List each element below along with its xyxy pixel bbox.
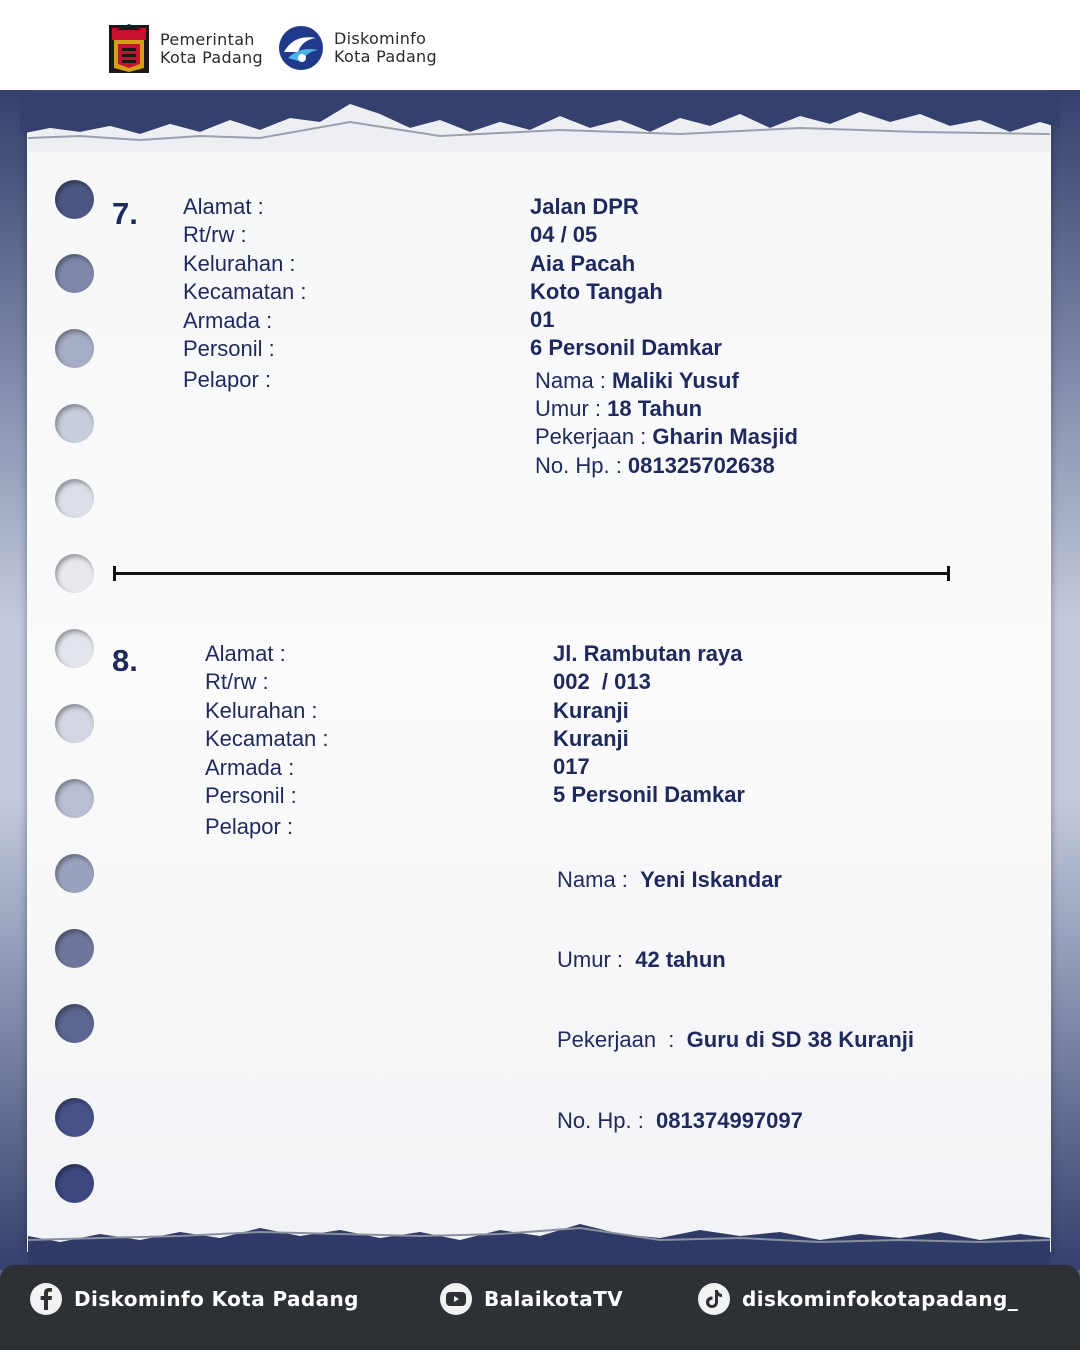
entry-labels <box>183 193 307 395</box>
pelapor-umur <box>535 395 798 423</box>
binder-hole <box>55 404 94 443</box>
label-rtrw: Rt/rw : <box>183 222 247 248</box>
pelapor-hp-label: No. Hp. : <box>535 452 628 478</box>
label-kelurahan: Kelurahan : <box>183 250 296 276</box>
torn-paper-top <box>20 92 1060 162</box>
pemkot-line2: Kota Padang <box>160 48 263 67</box>
pelapor-umur <box>557 946 914 974</box>
label-armada: Armada : <box>205 754 295 780</box>
kominfo-logo <box>278 24 324 72</box>
label-kecamatan: Kecamatan : <box>183 279 307 305</box>
pemkot-logo-text <box>160 31 263 67</box>
tiktok-label: diskominfokotapadang_ <box>742 1287 1019 1311</box>
value-armada: 017 <box>553 754 590 780</box>
binder-hole <box>55 479 94 518</box>
binder-hole <box>55 779 94 818</box>
label-personil: Personil : <box>205 782 297 808</box>
binder-hole <box>55 329 94 368</box>
pelapor-nama-value: Yeni Iskandar <box>640 867 782 892</box>
facebook-label: Diskominfo Kota Padang <box>74 1287 359 1311</box>
kominfo-line1: Diskominfo <box>334 29 427 48</box>
pelapor-pekerjaan-value: Guru di SD 38 Kuranji <box>686 1027 915 1053</box>
social-footer <box>0 1265 1080 1350</box>
pelapor-details <box>557 814 914 1161</box>
binder-hole <box>55 704 94 743</box>
entry-values <box>530 193 722 363</box>
pelapor-nama-label: Nama : <box>535 368 613 393</box>
pelapor-nama <box>535 367 798 395</box>
value-kecamatan: Koto Tangah <box>530 278 663 304</box>
pelapor-umur-value: 42 tahun <box>635 947 726 973</box>
kominfo-line2: Kota Padang <box>334 47 437 66</box>
binder-hole <box>55 854 94 893</box>
youtube-link[interactable] <box>440 1283 623 1315</box>
value-alamat: Jalan DPR <box>530 194 639 219</box>
pelapor-pekerjaan <box>557 1026 914 1054</box>
label-kelurahan: Kelurahan : <box>205 697 318 723</box>
binder-hole <box>55 1004 94 1043</box>
entry-labels <box>205 640 329 842</box>
facebook-icon <box>30 1283 62 1315</box>
value-kecamatan: Kuranji <box>553 725 629 751</box>
right-background-edge <box>1048 90 1080 1270</box>
pelapor-umur-label: Umur : <box>535 396 608 422</box>
binder-hole <box>55 254 94 293</box>
value-kelurahan: Aia Pacah <box>530 250 636 276</box>
binder-hole <box>55 1164 94 1203</box>
binder-hole <box>55 629 94 668</box>
value-armada: 01 <box>530 307 555 333</box>
pemkot-logo-group <box>108 24 263 74</box>
label-pelapor: Pelapor : <box>183 367 272 393</box>
label-rtrw: Rt/rw : <box>205 669 269 695</box>
pelapor-hp <box>535 452 798 480</box>
pelapor-pekerjaan-label: Pekerjaan : <box>535 424 653 450</box>
pemkot-line1: Pemerintah <box>160 30 255 49</box>
label-alamat: Alamat : <box>205 641 286 666</box>
pelapor-details <box>535 367 798 480</box>
facebook-link[interactable] <box>30 1283 359 1315</box>
label-personil: Personil : <box>183 335 275 361</box>
pemkot-logo <box>108 24 150 74</box>
binder-hole <box>55 1098 94 1137</box>
value-personil: 5 Personil Damkar <box>553 782 745 808</box>
kominfo-logo-text <box>334 30 437 66</box>
label-kecamatan: Kecamatan : <box>205 726 329 752</box>
entry-values <box>553 640 745 810</box>
kominfo-logo-group <box>278 24 437 72</box>
pelapor-nama-value: Maliki Yusuf <box>612 368 739 393</box>
pelapor-hp-label: No. Hp. : <box>557 1107 657 1133</box>
binder-hole <box>55 180 94 219</box>
youtube-label: BalaikotaTV <box>484 1287 624 1311</box>
pelapor-nama <box>557 866 914 894</box>
label-alamat: Alamat : <box>183 194 264 219</box>
section-divider <box>113 572 950 575</box>
binder-hole <box>55 554 94 593</box>
binder-hole <box>55 929 94 968</box>
value-rtrw: 002 / 013 <box>553 669 651 695</box>
label-pelapor: Pelapor : <box>205 814 294 840</box>
label-armada: Armada : <box>183 307 273 333</box>
value-personil: 6 Personil Damkar <box>530 335 722 361</box>
header <box>0 0 1080 92</box>
pelapor-pekerjaan <box>535 423 798 451</box>
value-rtrw: 04 / 05 <box>530 222 598 248</box>
tiktok-link[interactable] <box>698 1283 1018 1315</box>
value-alamat: Jl. Rambutan raya <box>553 641 743 666</box>
entry-number: 8. <box>112 643 138 678</box>
entry-number: 7. <box>112 196 138 231</box>
left-background-edge <box>0 90 30 1270</box>
tiktok-icon <box>698 1283 730 1315</box>
pelapor-hp <box>557 1107 914 1135</box>
pelapor-pekerjaan-value: Gharin Masjid <box>652 424 798 450</box>
youtube-icon <box>440 1283 472 1315</box>
pelapor-umur-label: Umur : <box>557 947 636 973</box>
pelapor-hp-value: 081374997097 <box>656 1107 803 1133</box>
value-kelurahan: Kuranji <box>553 697 629 723</box>
pelapor-umur-value: 18 Tahun <box>607 396 703 422</box>
pelapor-pekerjaan-label: Pekerjaan : <box>557 1027 687 1053</box>
pelapor-nama-label: Nama : <box>557 867 641 892</box>
pelapor-hp-value: 081325702638 <box>627 452 775 478</box>
